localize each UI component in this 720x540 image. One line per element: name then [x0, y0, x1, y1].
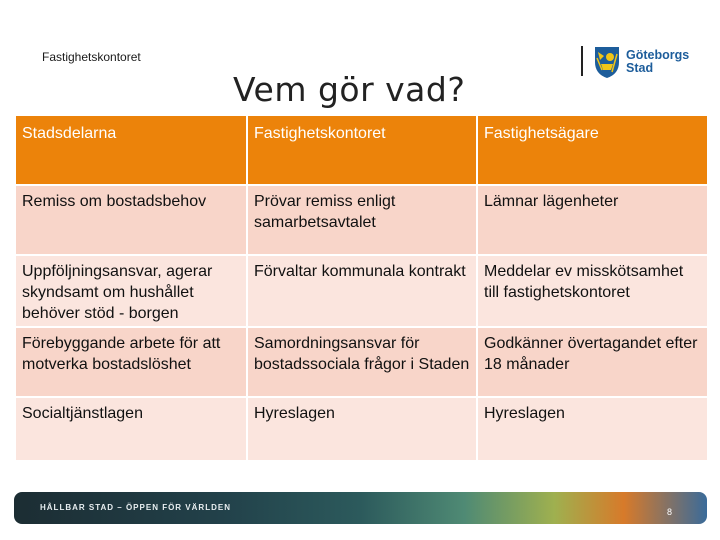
footer-banner — [14, 492, 707, 524]
table-cell: Socialtjänstlagen — [15, 397, 247, 461]
table-row — [15, 327, 708, 397]
table-row — [15, 255, 708, 327]
slide-title: Vem gör vad? — [233, 70, 466, 109]
table-cell: Förvaltar kommunala kontrakt — [247, 255, 477, 327]
column-header-fastighetsagare: Fastighetsägare — [477, 115, 708, 185]
table-cell: Remiss om bostadsbehov — [15, 185, 247, 255]
table-cell: Meddelar ev misskötsamhet till fastighetskontoret — [477, 255, 708, 327]
table-cell: Godkänner övertagandet efter 18 månader — [477, 327, 708, 397]
table-cell: Lämnar lägenheter — [477, 185, 708, 255]
table-cell: Samordningsansvar för bostadssociala frågor i Staden — [247, 327, 477, 397]
logo-line-1: Göteborgs — [626, 48, 690, 62]
table-cell: Förebyggande arbete för att motverka bostadslöshet — [15, 327, 247, 397]
city-crest-icon — [592, 44, 622, 80]
column-header-fastighetskontoret: Fastighetskontoret — [247, 115, 477, 185]
department-label: Fastighetskontoret — [42, 50, 141, 64]
logo-divider — [581, 46, 583, 76]
table-cell: Hyreslagen — [247, 397, 477, 461]
table-cell: Prövar remiss enligt samarbetsavtalet — [247, 185, 477, 255]
table-cell: Uppföljningsansvar, agerar skyndsamt om hushållet behöver stöd - borgen — [15, 255, 247, 327]
table-header-row — [15, 115, 708, 185]
table-row — [15, 185, 708, 255]
footer-slogan: HÅLLBAR STAD – ÖPPEN FÖR VÄRLDEN — [40, 503, 231, 512]
goteborgs-stad-logo — [592, 44, 692, 82]
page-number: 8 — [667, 507, 673, 517]
responsibility-table — [14, 114, 709, 462]
table-cell: Hyreslagen — [477, 397, 708, 461]
table-row — [15, 397, 708, 461]
column-header-stadsdelarna: Stadsdelarna — [15, 115, 247, 185]
logo-line-2: Stad — [626, 61, 654, 75]
